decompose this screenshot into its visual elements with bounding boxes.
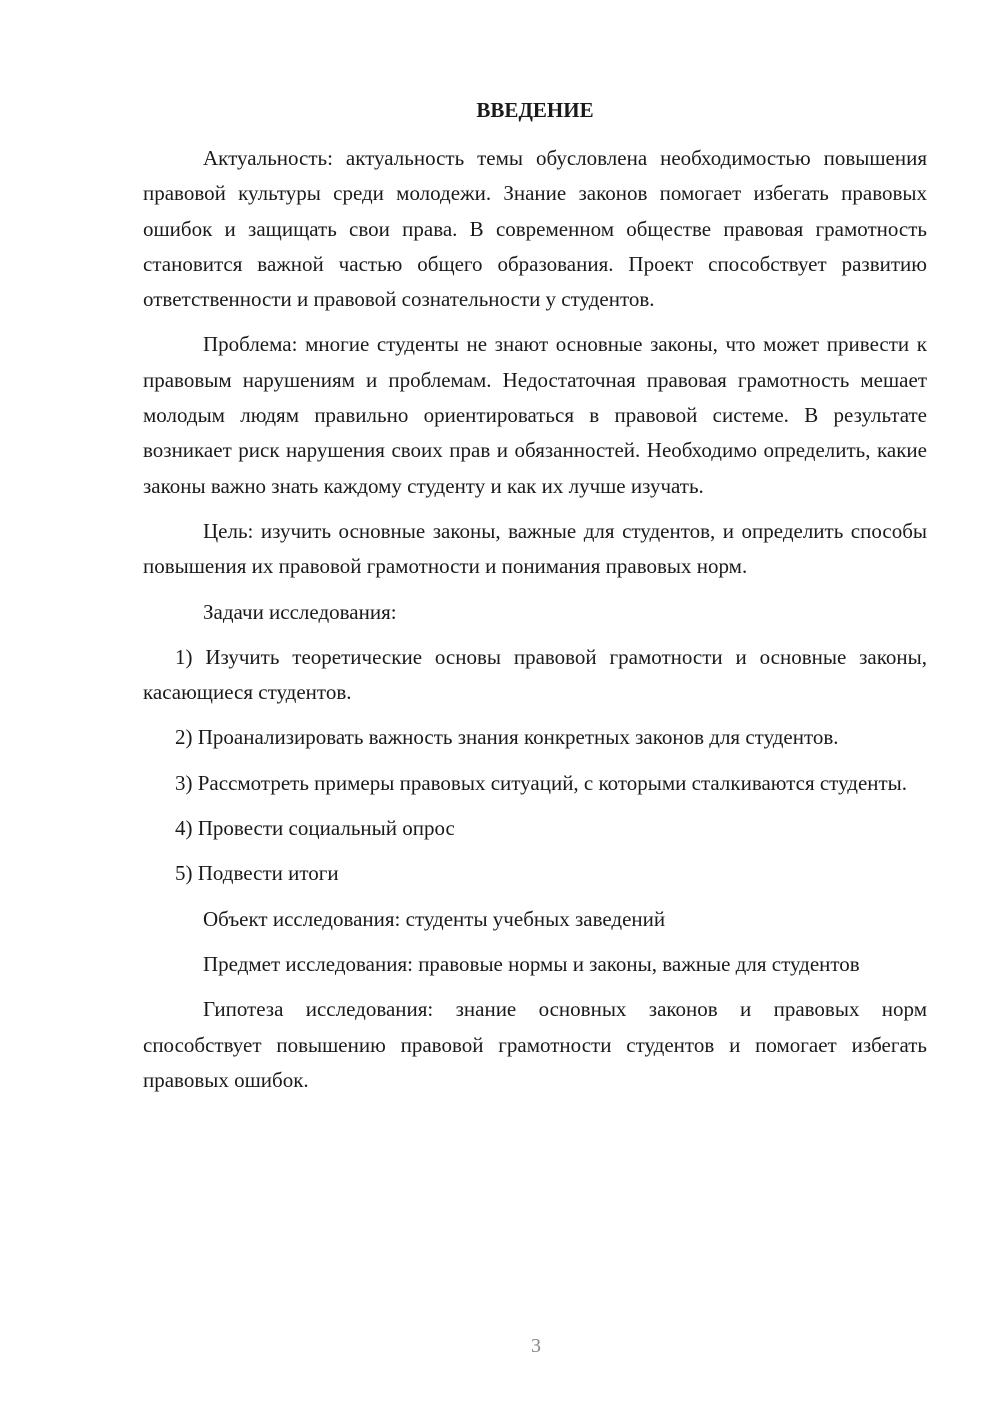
page-number: 3 [531, 1335, 541, 1357]
object-paragraph: Объект исследования: студенты учебных заведений [203, 906, 666, 931]
task-item-5: 5) Подвести итоги [175, 861, 339, 886]
page-title: ВВЕДЕНИЕ [476, 98, 594, 122]
hypothesis-paragraph: Гипотеза исследования: знание основных законов и правовых норм способствует повышению правовой грамотности студентов и помогает избегать правовых ошибок. [143, 997, 927, 1092]
goal-paragraph: Цель: изучить основные законы, важные для студентов, и определить способы повышения их правовой грамотности и понимания правовых норм. [143, 518, 927, 579]
subject-paragraph: Предмет исследования: правовые нормы и законы, важные для студентов [203, 951, 860, 976]
problem-paragraph: Проблема: многие студенты не знают основные законы, что может привести к правовым нарушениям и проблемам. Недостаточная правовая грамотность мешает молодым людям правильно ориентироваться в правовой системе. В результате возникает риск нарушения своих прав и обязанностей. Необходимо определить, какие законы важно знать каждому студенту и как их лучше изучать. [143, 332, 927, 498]
relevance-paragraph: Актуальность: актуальность темы обусловлена необходимостью повышения правовой культуры среди молодежи. Знание законов помогает избегать правовых ошибок и защищать свои права. В современном обществе правовая грамотность становится важной частью общего образования. Проект способствует развитию ответственности и правовой сознательности у студентов. [143, 146, 927, 312]
tasks-heading: Задачи исследования: [203, 599, 397, 624]
task-item-4: 4) Провести социальный опрос [175, 816, 455, 841]
page-content [143, 96, 927, 1108]
task-item-3: 3) Рассмотреть примеры правовых ситуаций, с которыми сталкиваются студенты. [175, 770, 908, 795]
task-item-1: 1) Изучить теоретические основы правовой грамотности и основные законы, касающиеся студентов. [143, 644, 927, 705]
task-item-2: 2) Проанализировать важность знания конкретных законов для студентов. [175, 725, 839, 750]
